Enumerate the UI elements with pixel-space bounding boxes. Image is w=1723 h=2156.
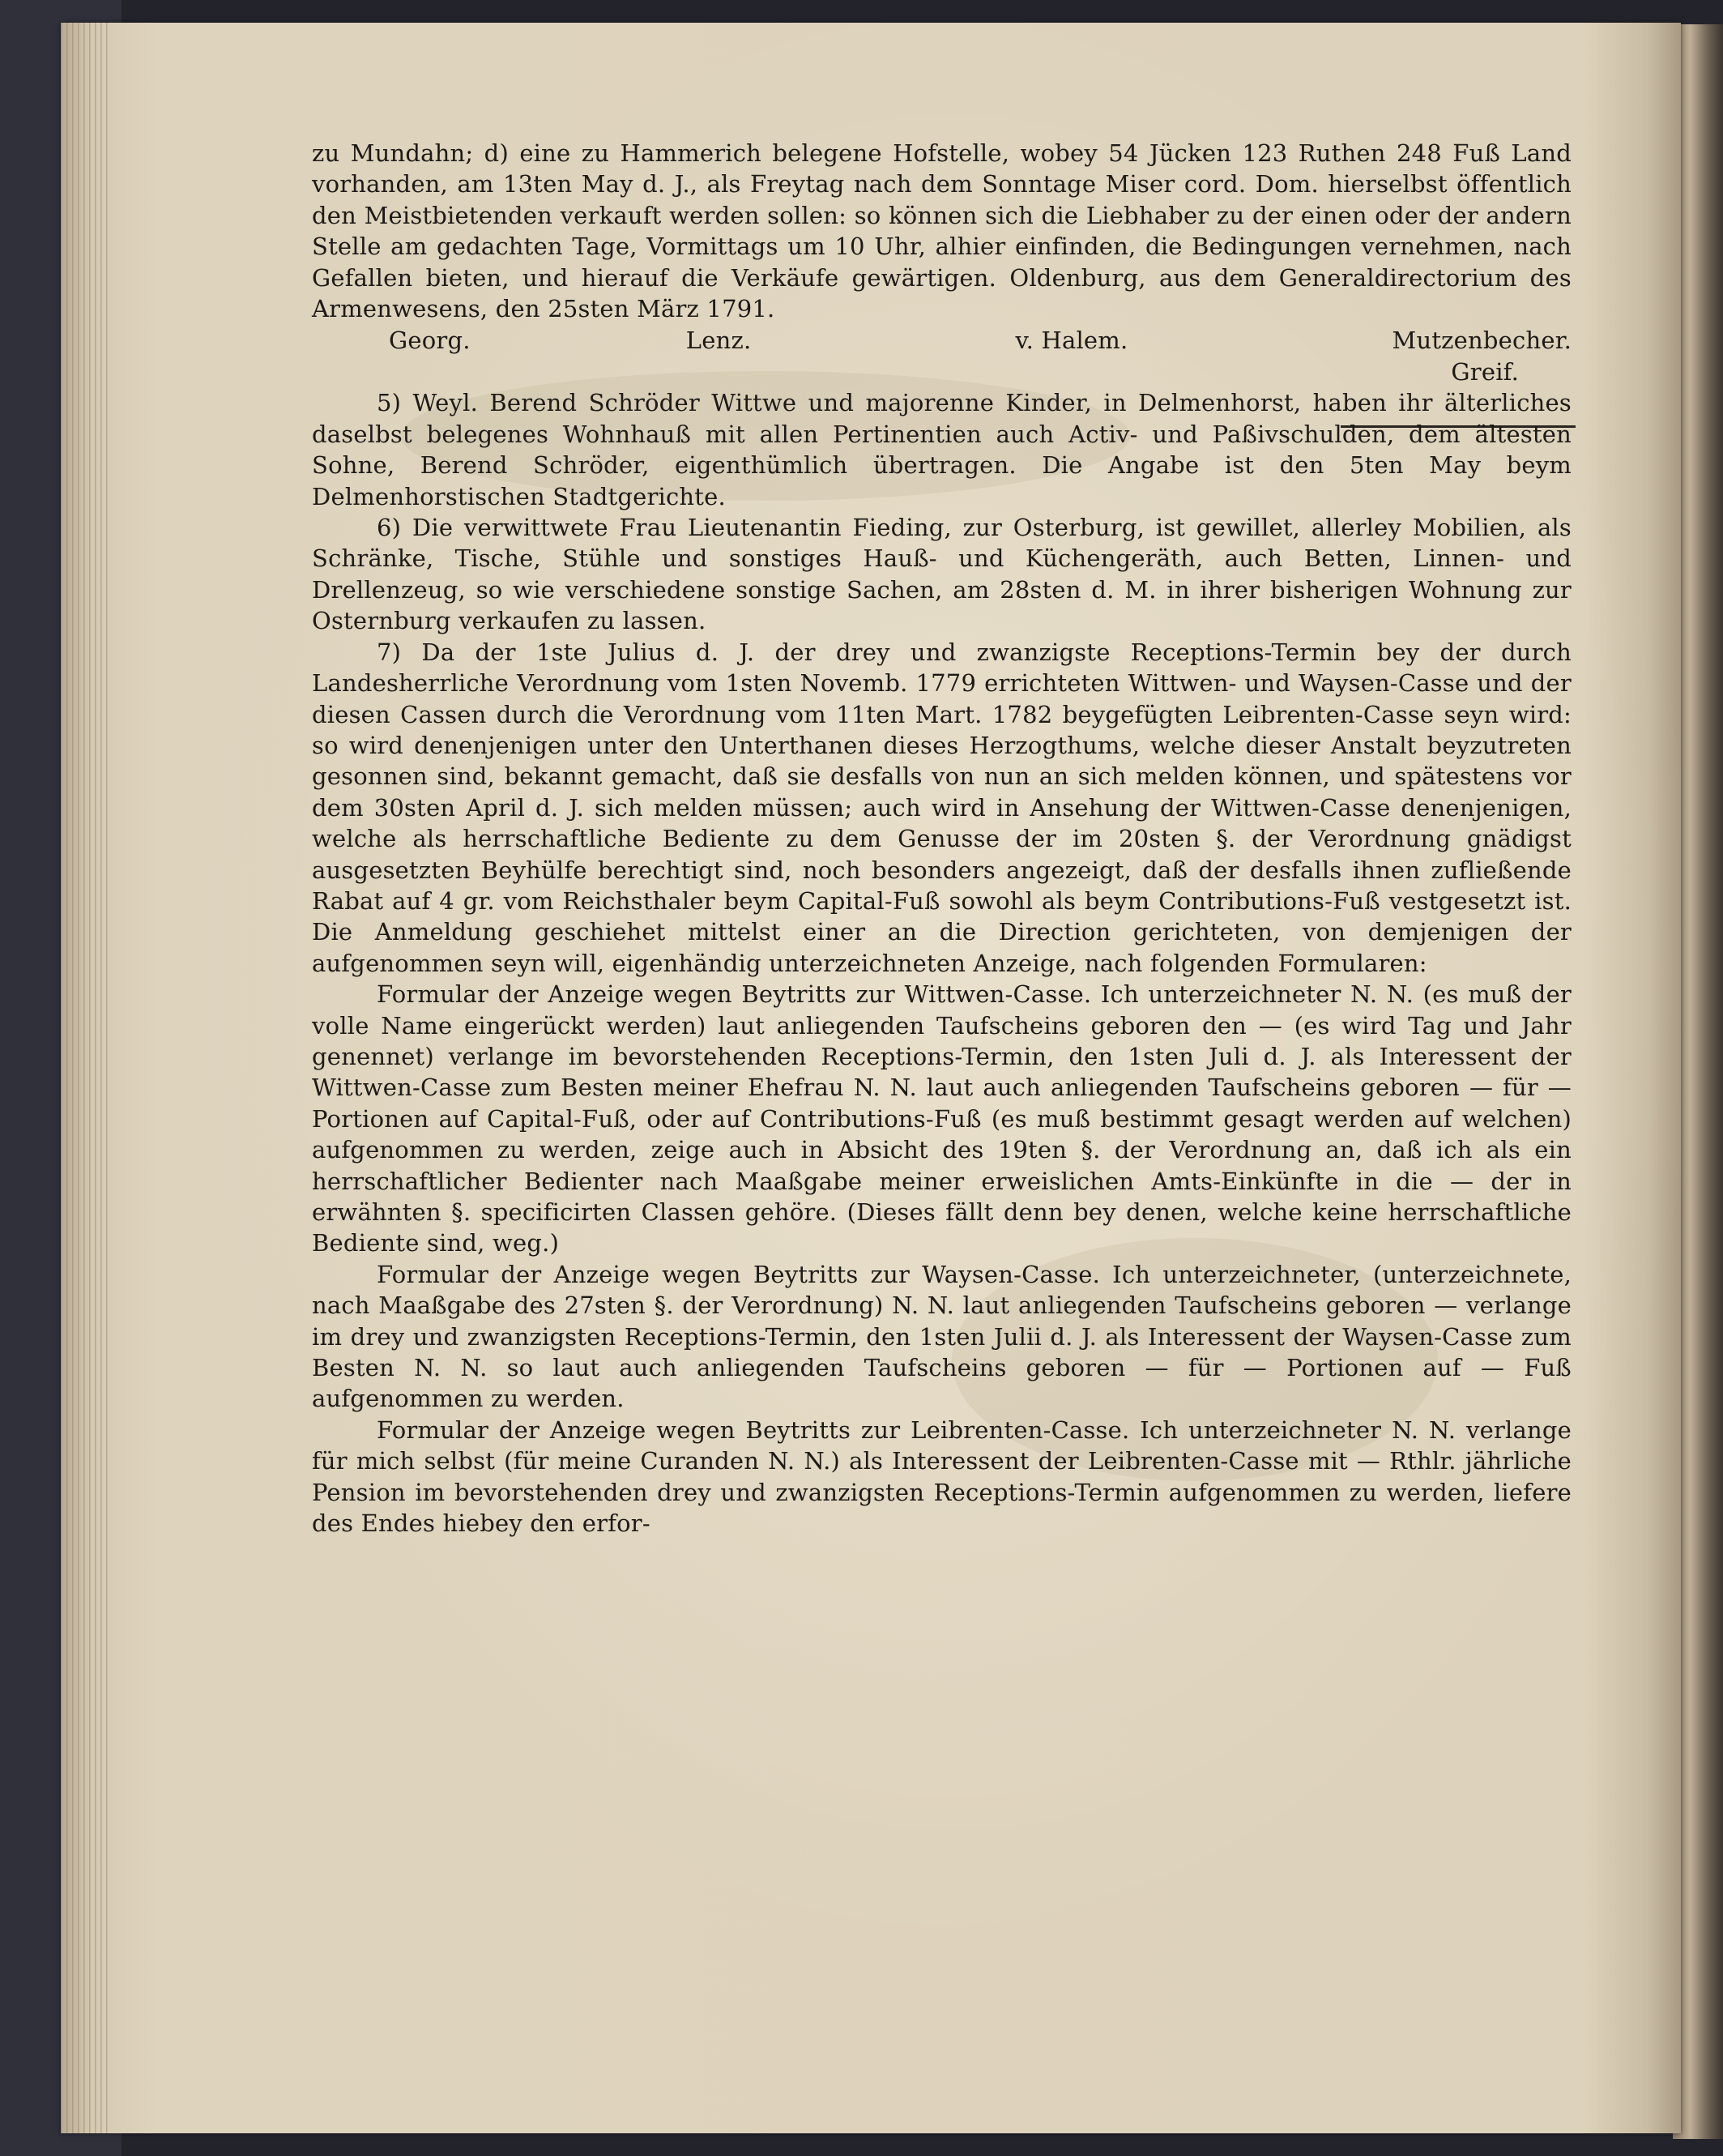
page-gutter-edge [61, 23, 109, 2133]
notice-item-6: 6) Die verwittwete Frau Lieutenantin Fieding, zur Osterburg, ist gewillet, allerley Mobilien, als Schränke, Tische, Stühle und sonstiges Hauß- und Küchengeräth, auch Betten, Linnen- und Drellenzeug, so wie verschiedene sonstige Sachen, am 28sten d. M. in ihrer bisherigen Wohnung zur Osternburg verkaufen zu lassen. [312, 514, 1572, 635]
signature-lenz: Lenz. [685, 327, 752, 355]
formular-leibrenten-casse: Formular der Anzeige wegen Beytritts zur Leibrenten-Casse. Ich unterzeichneter N. N. verlange für mich selbst (für meine Curanden N. N.) als Interessent der Leibrenten-Casse mit — Rthlr. jährliche Pension im bevorstehenden drey und zwanzigsten Receptions-Termin aufgenommen zu werden, liefere des Endes hiebey den erfor- [312, 1415, 1572, 1538]
signature-georg: Georg. [389, 327, 471, 355]
formular-waysen-casse: Formular der Anzeige wegen Beytritts zur Waysen-Casse. Ich unterzeichneter, (unterzeichnete, nach Maaßgabe des 27sten §. der Verordnung) N. N. laut anliegenden Taufscheins geboren — verlange im drey und zwanzigsten Receptions-Termin, den 1sten Julii d. J. als Interessent der Waysen-Casse zum Besten N. N. so laut auch anliegenden Taufscheins geboren — für — Portionen auf — Fuß aufgenommen zu werden. [312, 1260, 1572, 1413]
page-text [312, 138, 1572, 1539]
signature-mutzenbecher: Mutzenbecher. [1392, 327, 1572, 355]
signature-halem: v. Halem. [1015, 327, 1128, 355]
notice-item-7: 7) Da der 1ste Julius d. J. der drey und zwanzigste Receptions-Termin bey der durch Landesherrliche Verordnung vom 1sten Novemb. 1779 errichteten Wittwen- und Waysen-Casse und der diesen Cassen durch die Verordnung vom 11ten Mart. 1782 beygefügten Leibrenten-Casse seyn wird: so wird denenjenigen unter den Unterthanen dieses Herzogthums, welche dieser Anstalt beyzutreten gesonnen sind, bekannt gemacht, daß sie desfalls von nun an sich melden können, und spätestens vor dem 30sten April d. J. sich melden müssen; auch wird in Ansehung der Wittwen-Casse denenjenigen, welche als herrschaftliche Bediente zu dem Genusse der im 20sten §. der Verordnung gnädigst ausgesetzten Beyhülfe berechtigt sind, noch besonders angezeigt, daß der desfalls ihnen zufließende Rabat auf 4 gr. vom Reichsthaler beym Capital-Fuß sowohl als beym Contributions-Fuß vestgesetzt ist. Die Anmeldung geschiehet mittelst einer an die Direction gerichteten, von demjenigen der aufgenommen seyn will, eigenhändig unterzeichneten Anzeige, nach folgenden Formularen: [312, 638, 1572, 977]
signature-greif: Greif. [1451, 358, 1519, 386]
continuation-paragraph: zu Mundahn; d) eine zu Hammerich belegene Hofstelle, wobey 54 Jücken 123 Ruthen 248 Fuß Land vorhanden, am 13ten May d. J., als Freytag nach dem Sonntage Miser cord. Dom. hierselbst öffentlich den Meistbietenden verkauft werden sollen: so können sich die Liebhaber zu der einen oder der andern Stelle am gedachten Tage, Vormittags um 10 Uhr, alhier einfinden, die Bedingungen vernehmen, nach Gefallen bieten, und hierauf die Verkäufe gewärtigen. Oldenburg, aus dem Generaldirectorium des Armenwesens, den 25sten März 1791. [312, 139, 1572, 323]
notice-item-5: 5) Weyl. Berend Schröder Wittwe und majorenne Kinder, in Delmenhorst, haben ihr älterliches daselbst belegenes Wohnhauß mit allen Pertinentien auch Activ- und Paßivschulden, dem ältesten Sohne, Berend Schröder, eigenthümlich übertragen. Die Angabe ist den 5ten May beym Delmenhorstischen Stadtgerichte. [312, 389, 1572, 510]
formular-wittwen-casse: Formular der Anzeige wegen Beytritts zur Wittwen-Casse. Ich unterzeichneter N. N. (es muß der volle Name eingerückt werden) laut anliegenden Taufscheins geboren den — (es wird Tag und Jahr genennet) verlange im bevorstehenden Receptions-Termin, den 1sten Juli d. J. als Interessent der Wittwen-Casse zum Besten meiner Ehefrau N. N. laut auch anliegenden Taufscheins geboren — für — Portionen auf Capital-Fuß, oder auf Contributions-Fuß (es muß bestimmt gesagt werden auf welchen) aufgenommen zu werden, zeige auch in Absicht des 19ten §. der Verordnung an, daß ich als ein herrschaftlicher Bedienter nach Maaßgabe meiner erweislichen Amts-Einkünfte in die — der in erwähnten §. specificirten Classen gehöre. (Dieses fällt denn bey denen, welche keine herrschaftliche Bediente sind, weg.) [312, 980, 1572, 1257]
signature-line [312, 324, 1572, 356]
